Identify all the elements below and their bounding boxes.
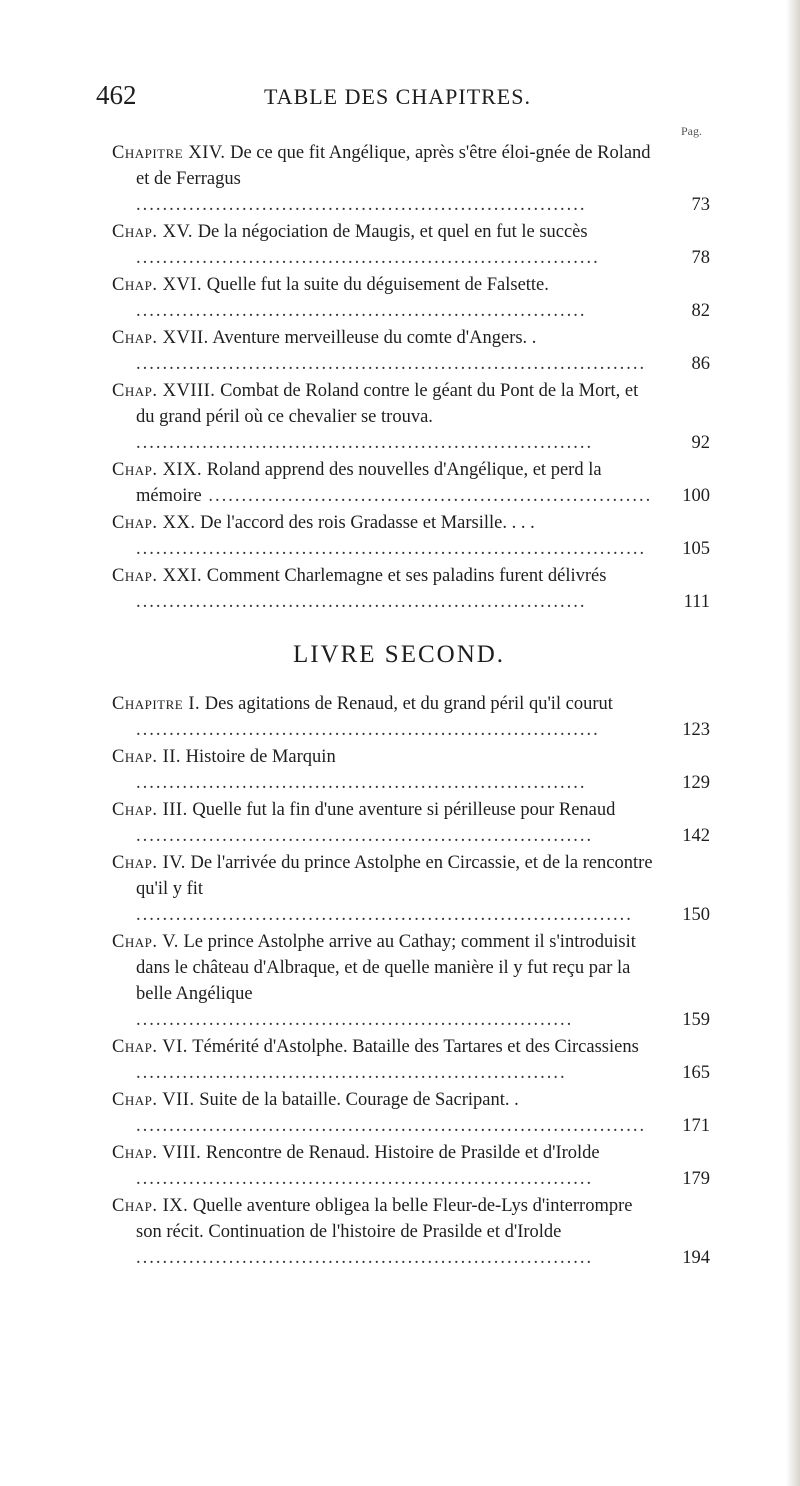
leader-dots: ........................................................................... [136, 905, 633, 925]
page-number: 462 [96, 80, 137, 110]
page-header [96, 80, 706, 120]
chapter-number: Chap. V. [112, 932, 179, 952]
chapter-number: Chap. VII. [112, 1090, 195, 1110]
leader-dots: .................................................................. [136, 1010, 574, 1030]
toc-entry [112, 272, 710, 324]
toc-entry [112, 850, 710, 928]
chapter-number: Chap. II. [112, 747, 182, 767]
leader-dots: ..................................................................... [136, 433, 594, 453]
toc-entry [112, 797, 710, 849]
page-ref: 165 [682, 1063, 710, 1083]
toc-entry [112, 744, 710, 796]
leader-dots: .................................................................... [136, 195, 587, 215]
toc-entry [112, 378, 710, 456]
toc-entry [112, 1034, 710, 1086]
page-ref: 78 [691, 248, 710, 268]
chapter-number: Chap. VI. [112, 1037, 188, 1057]
chapter-number: Chap. IV. [112, 853, 186, 873]
chapter-title: Le prince Astolphe arrive au Cathay; comment il s'introduisit dans le château d'Albraque, et de quelle manière il y fut reçu par la belle Angélique [136, 932, 636, 1004]
chapter-title: Combat de Roland contre le géant du Pont de la Mort, et du grand péril où ce chevalier se trouva. [136, 381, 639, 427]
toc-entry [112, 457, 710, 509]
chapter-number: Chap. XVI. [112, 275, 203, 295]
toc-entry [112, 219, 710, 271]
page-ref: 105 [682, 539, 710, 559]
chapter-number: Chapitre XIV. [112, 143, 226, 163]
leader-dots: ............................................................................. [136, 354, 647, 374]
chapter-title: De l'arrivée du prince Astolphe en Circassie, et de la rencontre qu'il y fit [136, 853, 653, 899]
chapter-title: Quelle fut la suite du déguisement de Falsette. [202, 275, 549, 295]
toc-entry [112, 140, 710, 218]
chapter-number: Chap. XVII. [112, 328, 209, 348]
toc-entry [112, 691, 710, 743]
leader-dots: ..................................................................... [136, 826, 594, 846]
chapter-title: Quelle aventure obligea la belle Fleur-de-Lys d'interrompre son récit. Continuation de l'histoire de Prasilde et d'Irolde [136, 1196, 633, 1242]
toc-entry [112, 563, 710, 615]
leader-dots: .................................................................... [136, 773, 587, 793]
toc-entry [112, 1193, 710, 1271]
toc-entry [112, 929, 710, 1033]
toc-entry [112, 1087, 710, 1139]
page-column-label: Pag. [681, 124, 702, 138]
chapter-title: Roland apprend des nouvelles d'Angélique, et perd la mémoire [136, 460, 602, 506]
chapter-title: De l'accord des rois Gradasse et Marsille. . . . [195, 513, 535, 533]
chapter-title: Suite de la bataille. Courage de Sacripant. . [194, 1090, 519, 1110]
page-ref: 142 [682, 826, 710, 846]
page-ref: 150 [682, 905, 710, 925]
page-ref: 159 [682, 1010, 710, 1030]
page-ref: 123 [682, 720, 710, 740]
leader-dots: ...................................................................... [136, 248, 600, 268]
page-ref: 129 [682, 773, 710, 793]
book-one-entries [112, 140, 710, 615]
page-ref: 171 [682, 1116, 710, 1136]
section-title: LIVRE SECOND. [292, 641, 506, 668]
chapter-title: De ce que fit Angélique, après s'être éloi-gnée de Roland et de Ferragus [136, 143, 651, 189]
chapter-title: Rencontre de Renaud. Histoire de Prasilde et d'Irolde [201, 1143, 600, 1163]
chapter-number: Chapitre I. [112, 694, 201, 714]
chapter-number: Chap. IX. [112, 1196, 189, 1216]
page-ref: 92 [691, 433, 710, 453]
page-ref: 111 [683, 592, 710, 612]
leader-dots: .................................................................... [136, 301, 587, 321]
chapter-title: De la négociation de Maugis, et quel en fut le succès [193, 222, 588, 242]
table-of-contents [112, 140, 710, 1271]
leader-dots: ..................................................................... [136, 1169, 594, 1189]
chapter-title: Aventure merveilleuse du comte d'Angers. . [208, 328, 537, 348]
leader-dots: ................................................................... [201, 486, 653, 506]
toc-entry [112, 325, 710, 377]
chapter-number: Chap. VIII. [112, 1143, 202, 1163]
chapter-title: Histoire de Marquin [181, 747, 336, 767]
chapter-title: Quelle fut la fin d'une aventure si périlleuse pour Renaud [187, 800, 616, 820]
page-ref: 82 [691, 301, 710, 321]
chapter-number: Chap. XIX. [112, 460, 203, 480]
chapter-number: Chap. XX. [112, 513, 196, 533]
toc-entry [112, 510, 710, 562]
chapter-number: Chap. XVIII. [112, 381, 216, 401]
book-two-entries [112, 691, 710, 1271]
page-ref: 179 [682, 1169, 710, 1189]
page-ref: 86 [691, 354, 710, 374]
chapter-title: Comment Charlemagne et ses paladins furent délivrés [202, 566, 607, 586]
page-ref: 194 [682, 1248, 710, 1268]
chapter-title: Témérité d'Astolphe. Bataille des Tartares et des Circassiens [187, 1037, 639, 1057]
leader-dots: ............................................................................. [136, 1116, 647, 1136]
leader-dots: ............................................................................. [136, 539, 647, 559]
chapter-number: Chap. III. [112, 800, 188, 820]
chapter-number: Chap. XXI. [112, 566, 203, 586]
chapter-number: Chap. XV. [112, 222, 194, 242]
toc-entry [112, 1140, 710, 1192]
leader-dots: ..................................................................... [136, 1248, 594, 1268]
page-edge-shadow [786, 0, 800, 1486]
leader-dots: .................................................................... [136, 592, 587, 612]
running-title: TABLE DES CHAPITRES. [264, 84, 531, 109]
leader-dots: ...................................................................... [136, 720, 600, 740]
chapter-title: Des agitations de Renaud, et du grand péril qu'il courut [200, 694, 613, 714]
leader-dots: ................................................................. [136, 1063, 567, 1083]
page-ref: 100 [682, 486, 710, 506]
page-ref: 73 [691, 195, 710, 215]
